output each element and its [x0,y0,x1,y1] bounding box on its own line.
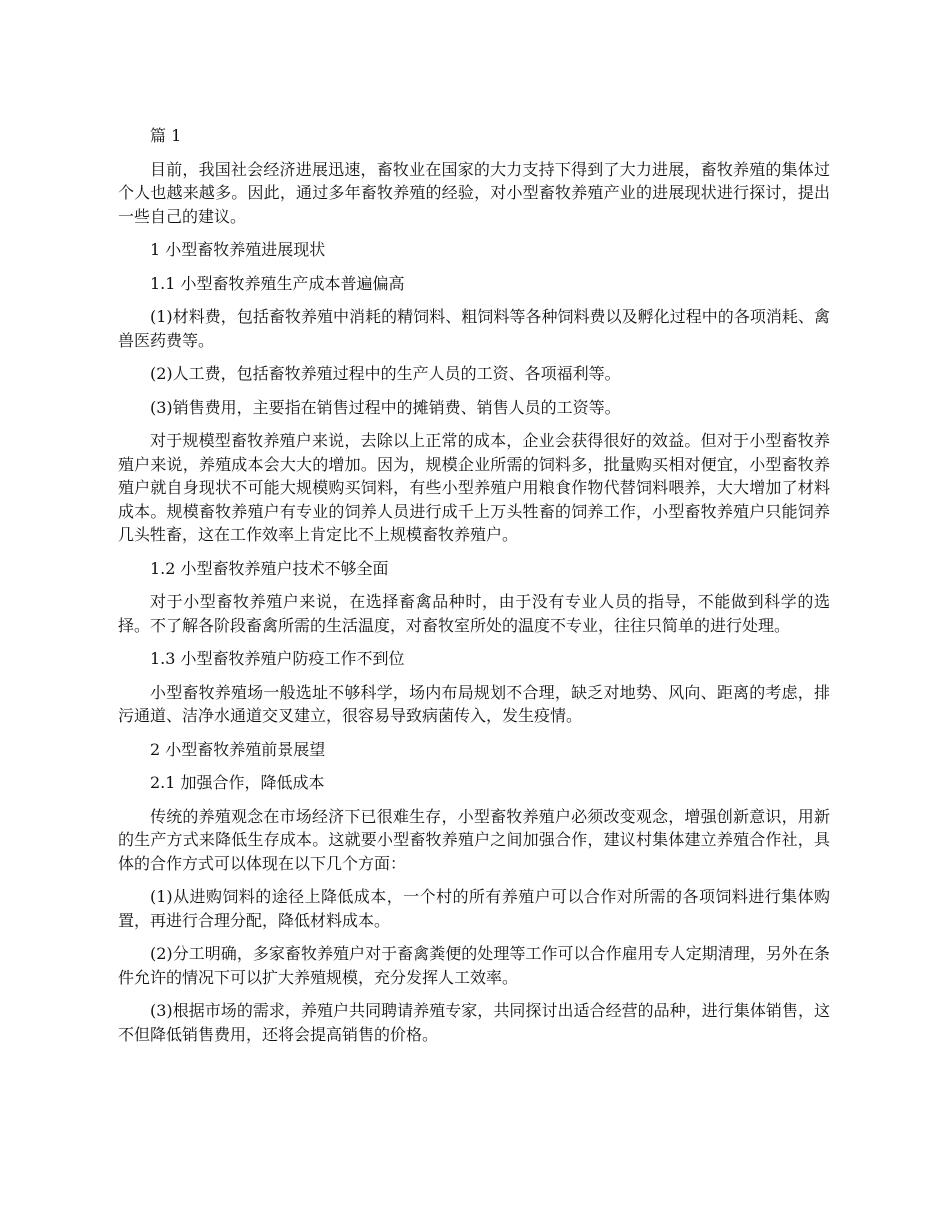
list-item-division-of-labor: (2)分工明确，多家畜牧养殖户对于畜禽粪便的处理等工作可以合作雇用专人定期清理，另外在条件允许的情况下可以扩大养殖规模，充分发挥人工效率。 [118,944,830,987]
list-item-labor-cost: (2)人工费，包括畜牧养殖过程中的生产人员的工资、各项福利等。 [150,364,621,383]
heading-1-1: 1.1 小型畜牧养殖生产成本普遍偏高 [150,273,405,293]
body-paragraph-cooperation: 传统的养殖观念在市场经济下已很难生存，小型畜牧养殖户必须改变观念，增强创新意识，用新的生产方式来降低生存成本。这就要小型畜牧养殖户之间加强合作，建议村集体建立养殖合作社，具体的合作方式可以体现在以下几个方面： [118,806,830,873]
section-label: 篇 1 [150,126,182,145]
list-item-material-cost: (1)材料费，包括畜牧养殖中消耗的精饲料、粗饲料等各种饲料费以及孵化过程中的各项消耗、禽兽医药费等。 [118,307,830,350]
heading-1-3: 1.3 小型畜牧养殖户防疫工作不到位 [150,649,405,668]
heading-1: 1 小型畜牧养殖进展现状 [150,240,326,259]
body-paragraph-technique: 对于小型畜牧养殖户来说，在选择畜禽品种时，由于没有专业人员的指导，不能做到科学的选择。不了解各阶段畜禽所需的生活温度，对畜牧室所处的温度不专业，往往只简单的进行处理。 [118,592,830,635]
body-paragraph-scale: 对于规模型畜牧养殖户来说，去除以上正常的成本，企业会获得很好的效益。但对于小型畜牧养殖户来说，养殖成本会大大的增加。因为，规模企业所需的饲料多，批量购买相对便宜，小型畜牧养殖户就自身现状不可能大规模购买饲料，有些小型养殖户用粮食作物代替饲料喂养，大大增加了材料成本。规模畜牧养殖户有专业的饲养人员进行成千上万头牲畜的饲养工作，小型畜牧养殖户只能饲养几头牲畜，这在工作效率上肯定比不上规模畜牧养殖户。 [118,431,830,544]
document-body [118,124,830,1056]
heading-2: 2 小型畜牧养殖前景展望 [150,739,326,759]
list-item-sales-cost: (3)销售费用，主要指在销售过程中的摊销费、销售人员的工资等。 [150,397,621,417]
heading-2-1: 2.1 加强合作，降低成本 [150,773,325,792]
list-item-market-demand: (3)根据市场的需求，养殖户共同聘请养殖专家，共同探讨出适合经营的品种，进行集体销售，这不但降低销售费用，还将会提高销售的价格。 [118,1001,830,1044]
heading-1-2: 1.2 小型畜牧养殖户技术不够全面 [150,558,389,578]
intro-paragraph: 目前，我国社会经济进展迅速，畜牧业在国家的大力支持下得到了大力进展，畜牧养殖的集体过个人也越来越多。因此，通过多年畜牧养殖的经验，对小型畜牧养殖产业的进展现状进行探讨，提出一些自己的建议。 [118,159,830,226]
list-item-feed-purchase: (1)从进购饲料的途径上降低成本，一个村的所有养殖户可以合作对所需的各项饲料进行集体购置，再进行合理分配，降低材料成本。 [118,887,830,930]
body-paragraph-epidemic: 小型畜牧养殖场一般选址不够科学，场内布局规划不合理，缺乏对地势、风向、距离的考虑，排污通道、洁净水通道交叉建立，很容易导致病菌传入，发生疫情。 [118,682,830,725]
